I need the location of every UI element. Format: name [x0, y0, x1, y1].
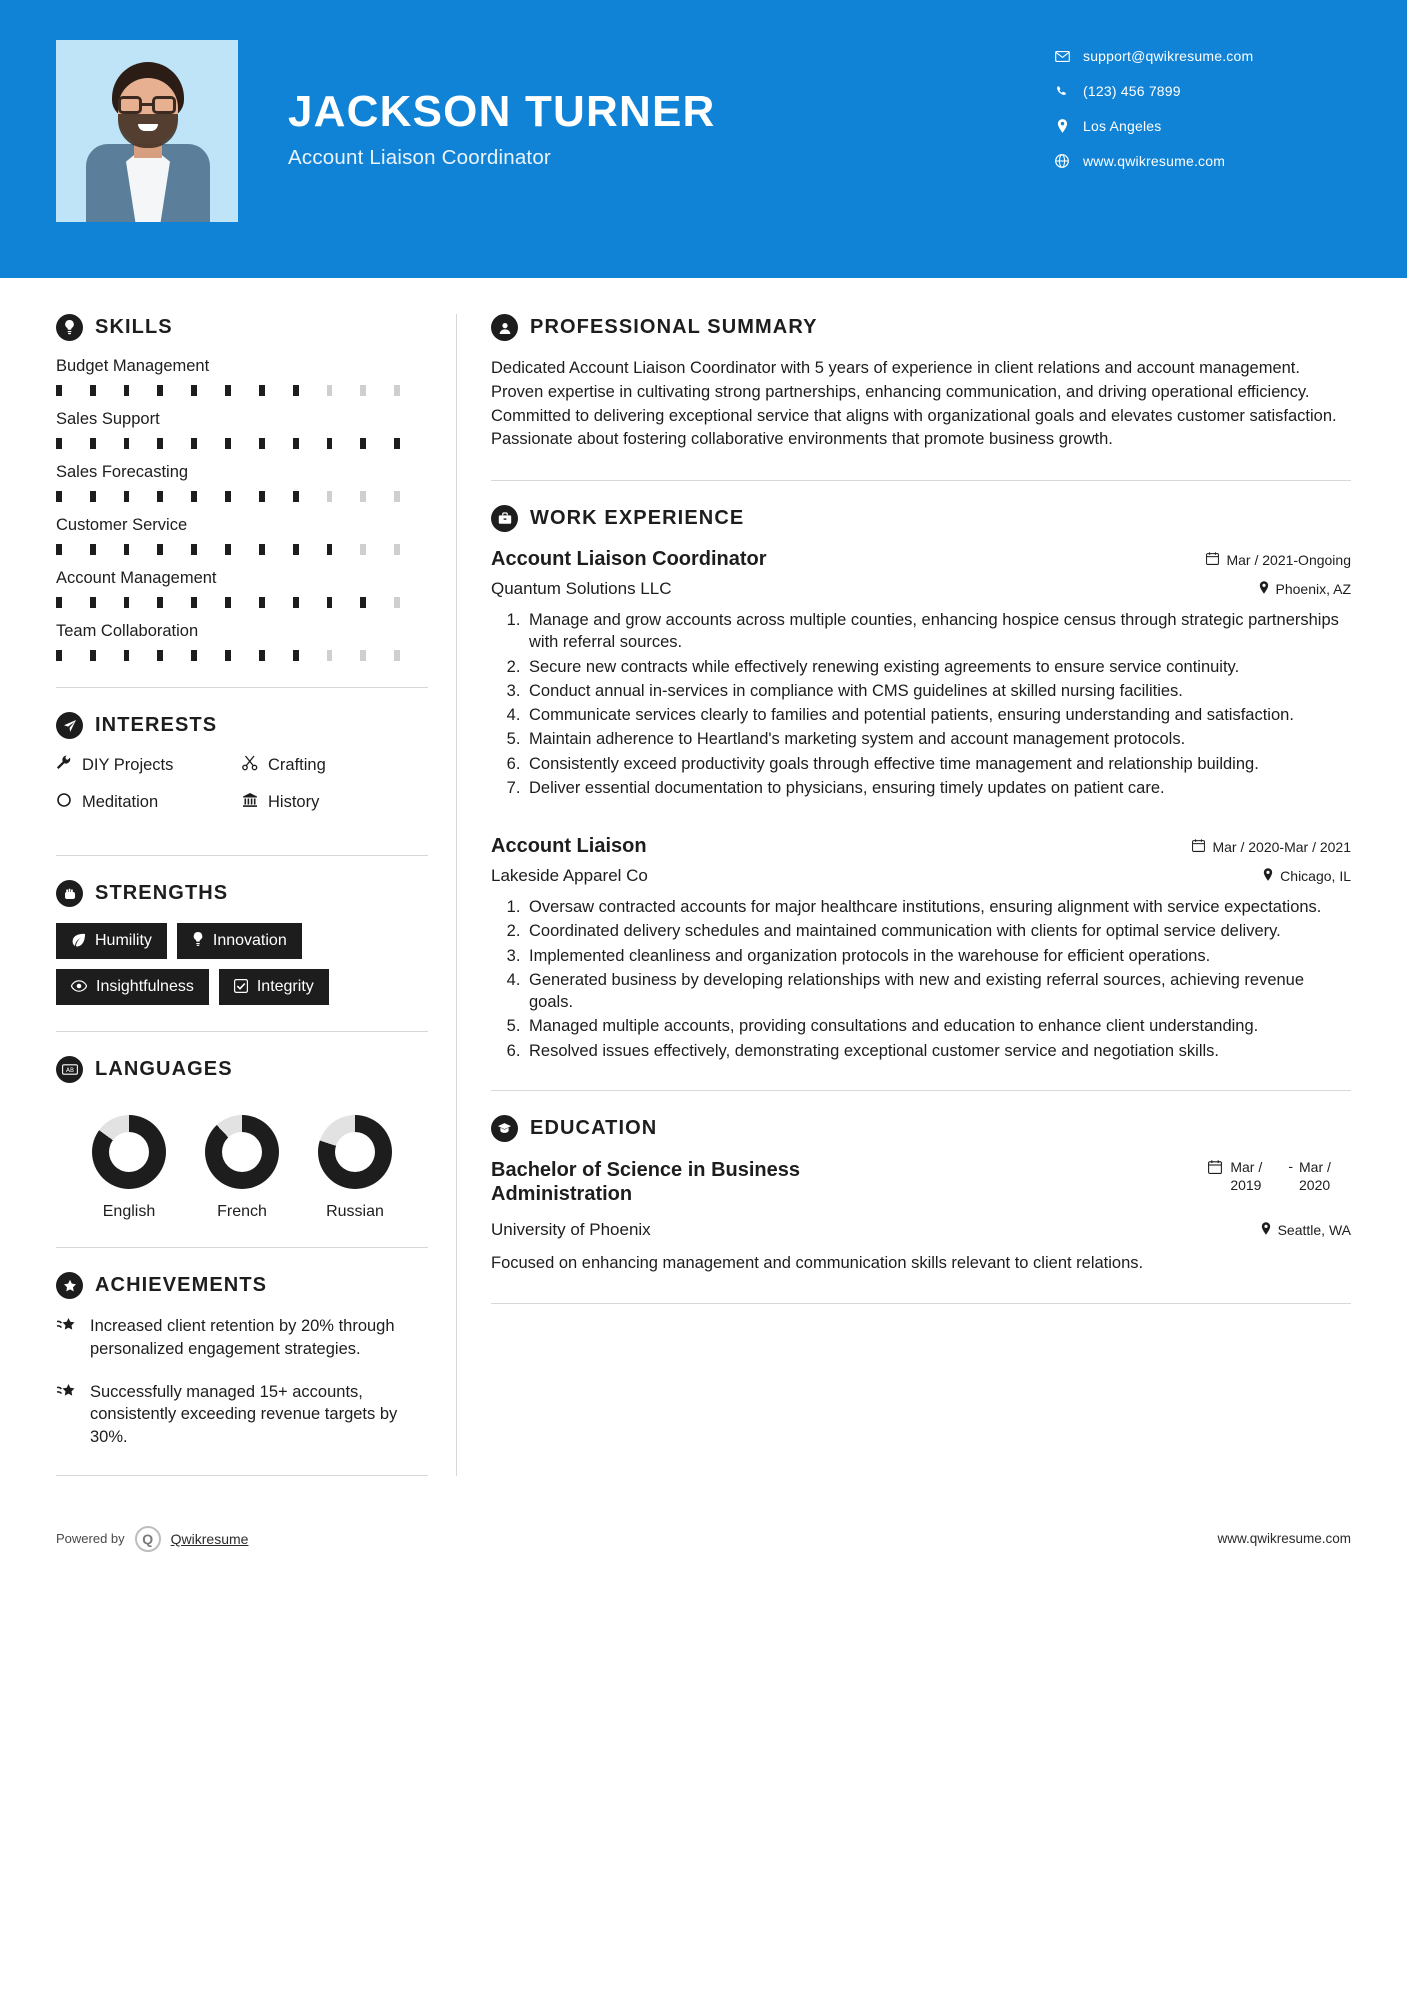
job-location — [1263, 868, 1351, 884]
job-location — [1259, 581, 1352, 597]
resume-body — [0, 278, 1407, 1500]
divider — [56, 1031, 428, 1032]
achievement-item — [56, 1315, 428, 1361]
skill-rating — [56, 544, 428, 555]
main-content — [457, 278, 1351, 1500]
location-pin-icon — [1261, 1222, 1271, 1238]
check-square-icon — [234, 979, 248, 996]
skill-item — [56, 357, 428, 396]
job-company: Lakeside Apparel Co — [491, 866, 648, 886]
section-header-summary — [491, 314, 1351, 341]
divider — [56, 1475, 428, 1476]
location-pin-icon — [1259, 581, 1269, 597]
job-title: Account Liaison — [491, 835, 647, 858]
interest-label: Meditation — [82, 792, 159, 811]
section-title-education: EDUCATION — [530, 1116, 658, 1139]
star-icon — [56, 1315, 90, 1361]
language-label: English — [102, 1203, 156, 1220]
interest-item — [56, 755, 242, 775]
strength-label: Humility — [95, 932, 152, 949]
job-bullet: 2. Coordinated delivery schedules and maintained communication with clients for optimal service delivery. — [525, 920, 1351, 942]
language-progress-ring — [92, 1115, 166, 1189]
achievement-item — [56, 1381, 428, 1449]
powered-by-label: Powered by — [56, 1531, 125, 1547]
section-title-experience: WORK EXPERIENCE — [530, 507, 745, 529]
language-item — [74, 1115, 184, 1221]
education-date-start: Mar / 2019 — [1230, 1158, 1263, 1194]
calendar-icon — [1192, 839, 1205, 855]
location-pin-icon — [1051, 119, 1073, 133]
star-icon — [56, 1381, 90, 1449]
job-bullet: 3. Implemented cleanliness and organization protocols in the warehouse for efficient operations. — [525, 945, 1351, 967]
job-dates — [1192, 839, 1351, 855]
job-dates — [1206, 552, 1351, 568]
bulb-icon — [192, 932, 204, 950]
contact-email[interactable] — [1051, 48, 1351, 64]
fist-icon — [56, 880, 83, 907]
interest-label: Crafting — [268, 755, 326, 774]
star-badge-icon — [56, 1272, 83, 1299]
divider — [491, 480, 1351, 481]
divider — [491, 1303, 1351, 1304]
contact-location[interactable] — [1051, 118, 1351, 134]
skills-list — [56, 357, 428, 661]
sidebar — [56, 278, 456, 1500]
phone-icon — [1051, 85, 1073, 98]
globe-icon — [1051, 154, 1073, 168]
strength-chip — [177, 923, 302, 959]
contact-website-text: www.qwikresume.com — [1083, 153, 1226, 169]
skill-item — [56, 410, 428, 449]
skill-rating — [56, 438, 428, 449]
education-degree: Bachelor of Science in Business Administration — [491, 1158, 800, 1205]
section-title-languages: LANGUAGES — [95, 1058, 233, 1080]
avatar — [56, 40, 238, 222]
language-label: Russian — [326, 1203, 384, 1220]
skill-item — [56, 463, 428, 502]
skill-rating — [56, 650, 428, 661]
contact-website[interactable] — [1051, 153, 1351, 169]
section-title-strengths: STRENGTHS — [95, 882, 229, 904]
section-header-interests — [56, 712, 428, 739]
education-location-text: Seattle, WA — [1277, 1221, 1351, 1238]
job-role-subtitle: Account Liaison Coordinator — [288, 146, 551, 169]
job-title: Account Liaison Coordinator — [491, 548, 767, 570]
interest-item — [242, 755, 428, 775]
divider — [56, 687, 428, 688]
strength-label: Insightfulness — [96, 978, 194, 995]
page-footer — [0, 1526, 1407, 1582]
education-item — [491, 1158, 1351, 1275]
section-header-education — [491, 1115, 1351, 1142]
language-label: French — [217, 1203, 267, 1220]
job-bullets — [525, 609, 1351, 799]
skill-item — [56, 622, 428, 661]
section-title-interests: INTERESTS — [95, 714, 218, 736]
page-title: JACKSON TURNER — [288, 87, 716, 136]
strength-label: Innovation — [212, 932, 287, 949]
section-title-achievements: ACHIEVEMENTS — [95, 1274, 268, 1296]
briefcase-icon — [491, 505, 518, 532]
languages-list — [56, 1099, 428, 1221]
eye-icon — [71, 979, 87, 995]
job-bullet: 6. Resolved issues effectively, demonstrating exceptional customer service and negotiation skills. — [525, 1040, 1351, 1062]
strength-chip — [219, 969, 329, 1005]
svg-text:AB: AB — [65, 1067, 74, 1074]
date-separator: - — [1288, 1157, 1293, 1174]
contact-email-text: support@qwikresume.com — [1083, 48, 1254, 64]
divider — [56, 1247, 428, 1248]
contact-phone[interactable] — [1051, 83, 1351, 99]
job-bullet: 5. Managed multiple accounts, providing consultations and education to enhance client understanding. — [525, 1015, 1351, 1037]
skill-label: Budget Management — [56, 357, 210, 375]
section-header-achievements — [56, 1272, 428, 1299]
job-company: Quantum Solutions LLC — [491, 579, 672, 598]
skill-label: Account Management — [56, 569, 217, 587]
job-bullet: 4. Generated business by developing relationships with new and existing referral sources, achieving revenue goals. — [525, 969, 1351, 1014]
job-location-text: Chicago, IL — [1280, 868, 1351, 885]
job-bullet: 4. Communicate services clearly to families and potential patients, ensuring understanding and satisfaction. — [525, 704, 1351, 726]
strength-label: Integrity — [256, 978, 314, 995]
bank-icon — [242, 792, 268, 812]
language-item — [187, 1115, 297, 1221]
experience-item — [491, 835, 1351, 1062]
education-date-end: Mar / 2020 — [1299, 1158, 1331, 1194]
interest-item — [56, 792, 242, 812]
education-location — [1261, 1222, 1351, 1238]
interest-label: DIY Projects — [82, 755, 174, 774]
footer-website[interactable]: www.qwikresume.com — [1217, 1531, 1351, 1547]
contact-phone-text: (123) 456 7899 — [1083, 83, 1181, 99]
skill-label: Sales Support — [56, 410, 160, 428]
section-header-experience — [491, 505, 1351, 532]
qwikresume-logo-icon: Q — [135, 1526, 161, 1552]
experience-item — [491, 548, 1351, 799]
skill-rating — [56, 491, 428, 502]
achievement-text: Increased client retention by 20% through personalized engagement strategies. — [90, 1317, 395, 1358]
section-title-skills: SKILLS — [95, 316, 173, 338]
interests-list — [56, 755, 428, 829]
job-bullet: 1. Oversaw contracted accounts for major healthcare institutions, ensuring alignment with service expectations. — [525, 896, 1351, 918]
section-header-strengths — [56, 880, 428, 907]
paper-plane-icon — [56, 712, 83, 739]
job-location-text: Phoenix, AZ — [1275, 581, 1351, 597]
education-dates — [1208, 1158, 1351, 1194]
summary-text: Dedicated Account Liaison Coordinator with 5 years of experience in client relations and account management. Proven expertise in cultivating strong partnerships, enhancing communication, and driving operational efficiency. Committed to delivering exceptional service that aligns with organizational goals and elevates customer satisfaction. Passionate about fostering collaborative environments that promote business growth. — [491, 359, 1337, 449]
job-bullet: 3. Conduct annual in-services in compliance with CMS guidelines at skilled nursing facilities. — [525, 680, 1351, 702]
location-pin-icon — [1263, 868, 1273, 884]
divider — [56, 855, 428, 856]
job-bullet: 2. Secure new contracts while effectively renewing existing agreements to ensure service continuity. — [525, 656, 1351, 678]
education-school: University of Phoenix — [491, 1219, 651, 1239]
name-block — [288, 40, 716, 170]
divider — [491, 1090, 1351, 1091]
skill-label: Sales Forecasting — [56, 463, 189, 481]
graduation-icon — [491, 1115, 518, 1142]
wrench-icon — [56, 755, 82, 775]
achievements-list — [56, 1315, 428, 1449]
lightbulb-icon — [56, 314, 83, 341]
strength-chip — [56, 969, 209, 1005]
section-header-languages — [56, 1056, 428, 1083]
contact-location-text: Los Angeles — [1083, 118, 1162, 134]
job-bullet: 7. Deliver essential documentation to physicians, ensuring timely updates on patient care. — [525, 777, 1351, 799]
job-bullets — [525, 896, 1351, 1062]
email-icon — [1051, 51, 1073, 62]
calendar-icon — [1206, 552, 1219, 568]
interest-label: History — [268, 792, 320, 811]
skill-label: Customer Service — [56, 516, 188, 534]
education-description: Focused on enhancing management and communication skills relevant to client relations. — [491, 1253, 1144, 1272]
strengths-list — [56, 923, 428, 1005]
skill-label: Team Collaboration — [56, 622, 199, 640]
resume-header — [0, 0, 1407, 278]
interest-item — [242, 792, 428, 812]
calendar-icon — [1208, 1158, 1222, 1177]
powered-by-block — [56, 1526, 248, 1552]
job-dates-text: Mar / 2021-Ongoing — [1226, 552, 1351, 568]
skill-rating — [56, 597, 428, 608]
strength-chip — [56, 923, 167, 959]
circle-icon — [56, 792, 82, 812]
job-bullet: 1. Manage and grow accounts across multiple counties, enhancing hospice census through strategic partnerships with referral sources. — [525, 609, 1351, 654]
section-title-summary: PROFESSIONAL SUMMARY — [530, 316, 818, 338]
language-progress-ring — [205, 1115, 279, 1189]
person-icon — [491, 314, 518, 341]
language-item — [300, 1115, 410, 1221]
job-dates-text: Mar / 2020-Mar / 2021 — [1212, 839, 1351, 856]
job-bullet: 6. Consistently exceed productivity goals through effective time management and relationship building. — [525, 753, 1351, 775]
language-progress-ring — [318, 1115, 392, 1189]
skill-rating — [56, 385, 428, 396]
leaf-icon — [71, 933, 86, 950]
contact-list — [1051, 48, 1351, 188]
skill-item — [56, 569, 428, 608]
section-header-skills — [56, 314, 428, 341]
achievement-text: Successfully managed 15+ accounts, consistently exceeding revenue targets by 30%. — [90, 1382, 398, 1447]
scissors-icon — [242, 755, 268, 775]
job-bullet: 5. Maintain adherence to Heartland's marketing system and account management protocols. — [525, 728, 1351, 750]
qwikresume-link[interactable]: Qwikresume — [170, 1530, 249, 1547]
abc-icon — [56, 1056, 83, 1083]
skill-item — [56, 516, 428, 555]
